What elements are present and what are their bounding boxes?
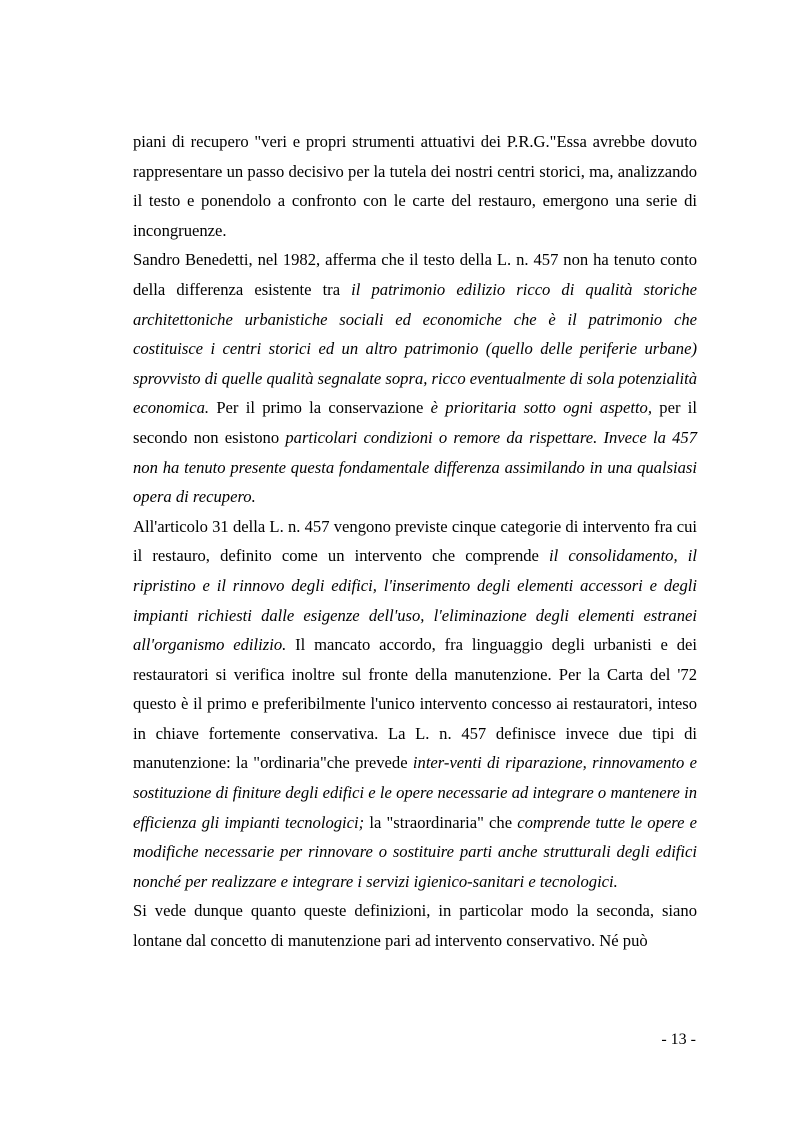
text-run: per il secondo non esistono [133, 398, 697, 447]
body-text [133, 127, 697, 956]
paragraph [133, 127, 697, 245]
text-run: la "straordinaria" che [364, 812, 518, 832]
italic-quote: particolari condizioni o remore da rispettare. Invece la 457 non ha tenuto presente questa fondamentale differenza assimilando in una qualsiasi opera di recupero. [133, 427, 697, 507]
page-number: - 13 - [661, 1031, 696, 1048]
paragraph [133, 512, 697, 897]
italic-quote: è prioritaria sotto ogni aspetto, [430, 398, 652, 418]
paragraph [133, 245, 697, 511]
text-run: Si vede dunque quanto queste definizioni, in particolar modo la seconda, siano lontane dal concetto di manutenzione pari ad intervento conservativo. Né può [133, 901, 697, 951]
italic-quote: il consolidamento, il ripristino e il rinnovo degli edifici, l'inserimento degli elementi accessori e degli impianti richiesti dalle esigenze dell'uso, l'eliminazione degli elementi estranei all'organismo edilizio. [133, 546, 697, 655]
italic-quote: comprende tutte le opere e modifiche necessarie per rinnovare o sostituire parti anche strutturali degli edifici nonché per realizzare e integrare i servizi igienico-sanitari e tecnologici. [133, 812, 697, 891]
text-run: Sandro Benedetti, nel 1982, afferma che il testo della L. n. 457 non ha tenuto conto della differenza esistente tra [133, 250, 697, 299]
text-run: Il mancato accordo, fra linguaggio degli urbanisti e dei restauratori si verifica inoltre sul fronte della manutenzione. Per la Carta del '72 questo è il primo e preferibilmente l'unico intervento concesso ai restauratori, inteso in chiave fortemente conservativa. La L. n. 457 definisce invece due tipi di manutenzione: la "ordinaria"che prevede [133, 635, 697, 773]
italic-quote: inter-venti di riparazione, rinnovamento e sostituzione di finiture degli edifici e le opere necessarie ad integrare o mantenere in efficienza gli impianti tecnologici; [133, 753, 697, 832]
text-run: Per il primo la conservazione [209, 398, 431, 418]
italic-quote: il patrimonio edilizio ricco di qualità storiche architettoniche urbanistiche sociali ed economiche che è il patrimonio che costituisce i centri storici ed un altro patrimonio (quello delle periferie urbane) sprovvisto di quelle qualità segnalate sopra, ricco eventualmente di sola potenzialità economica. [133, 279, 697, 418]
text-run: All'articolo 31 della L. n. 457 vengono previste cinque categorie di intervento fra cui il restauro, definito come un intervento che comprende [133, 516, 697, 566]
paragraph [133, 896, 697, 955]
text-run: piani di recupero "veri e propri strumenti attuativi dei P.R.G."Essa avrebbe dovuto rappresentare un passo decisivo per la tutela dei nostri centri storici, ma, analizzando il testo e ponendolo a confronto con le carte del restauro, emergono una serie di incongruenze. [133, 132, 697, 240]
